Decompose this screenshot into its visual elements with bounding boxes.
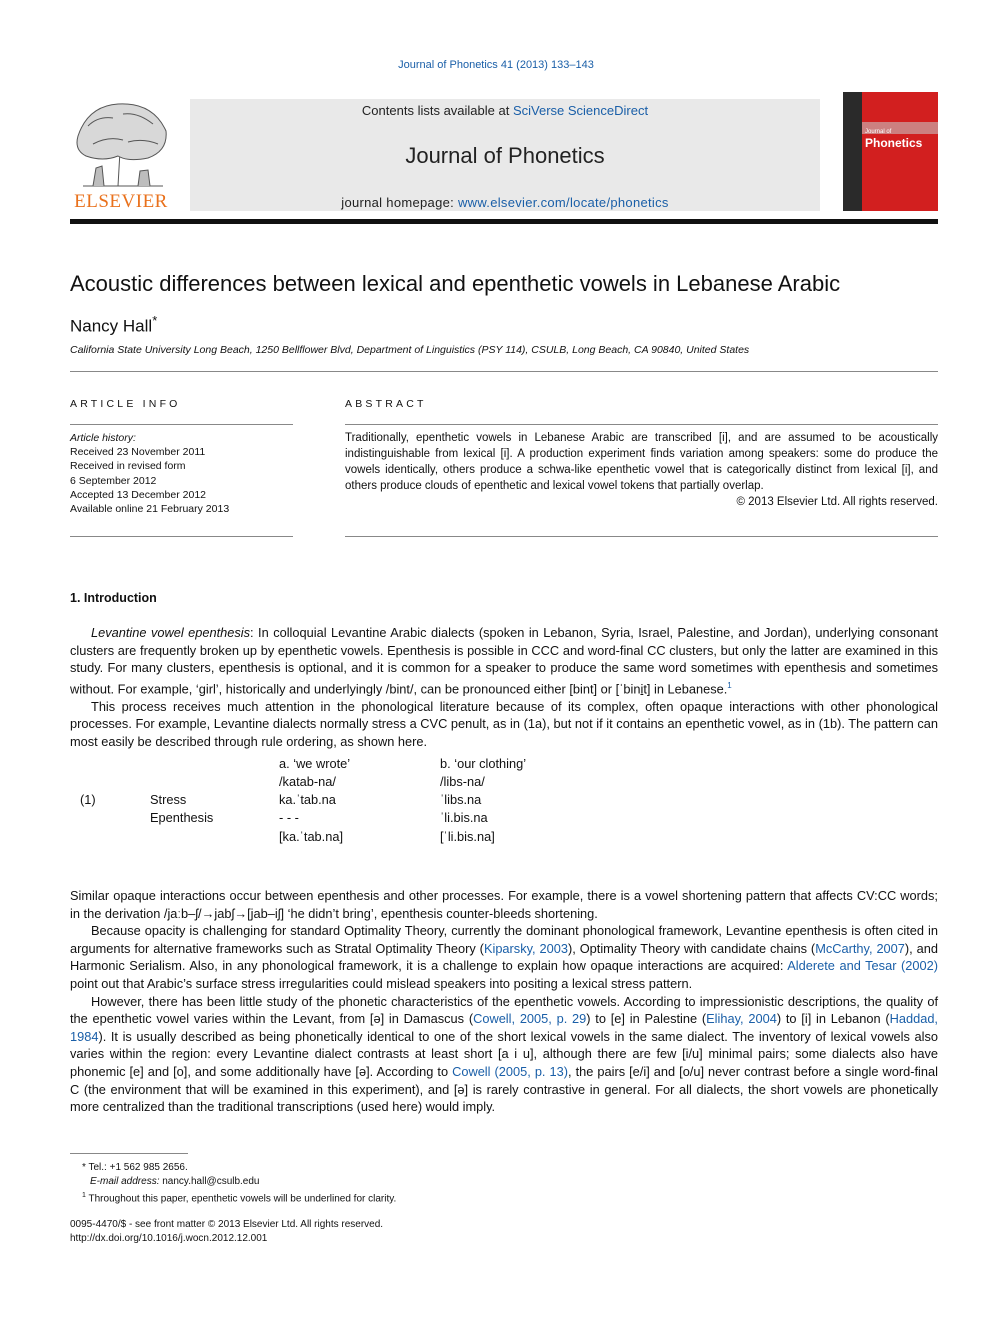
paragraph-text: : In colloquial Levantine Arabic dialects (spoken in Lebanon, Syria, Israel, Palestine, and Jordan), underlying consonant clusters are frequently broken up by epenthetic vowels. Epenthesis is possible in CCC and word-final CC clusters, but only the latter are examined in this study. For many clusters, epenthesis is optional, and it is common for a speaker to produce the same word sometimes with epenthesis and sometimes without. For example, ‘girl’, historically and underlyingly /bint/, can be pronounced either [bint] or [ˈbin [70,625,938,697]
paragraph-text: ). It is usually described as being phonetically identical to one of the short lexical vowels in the same dialect. The inventory of lexical vowels also varies within the region: every Levantine dialect contrasts at least short [a i u], although there are few [i/u] minimal pairs; some dialects also have phonemic [e] and [o], and some additionally have [ə]. According to [70,1028,938,1079]
example-cell: ˈli.bis.na [440,810,488,825]
paragraph-lead: Levantine vowel epenthesis [91,625,251,640]
paragraph-text: t] in Lebanese. [643,681,728,697]
intro-body-part1 [70,624,938,750]
example-cell: /libs-na/ [440,774,485,789]
paragraph-text: , the pairs [e/i] and [o/u] never contrast before a single word-final C (the environment that will be examined in this experiment), and [ə] is rarely contrastive in general. For all dialects, the short vowels are phonetically more centralized than the traditional transcriptions (used here) would imply. [70,1063,938,1115]
footnote-email [70,1175,396,1189]
footnote-1 [70,1189,396,1206]
front-matter [70,1218,383,1246]
abstract-rule-top [345,424,938,425]
paragraph [70,624,938,698]
paragraph: Similar opaque interactions occur between epenthesis and other processes. For example, there is a vowel shortening pattern that affects CV:CC words; in the derivation /jaːb–ʃ/→jabʃ→[jab–iʃ] ‘he didn’t bring’, epenthesis counter-bleeds shortening. [70,888,938,921]
masthead-rule [70,219,938,224]
article-info-rule-top [70,424,293,425]
affiliation: California State University Long Beach, 1250 Bellflower Blvd, Department of Linguistics (PSY 114), CSULB, Long Beach, CA 90840, United States [70,344,750,356]
elsevier-tree-icon [68,96,174,188]
paragraph-text: ) to [e] in Palestine ( [586,1011,707,1027]
history-item: 6 September 2012 [70,474,157,487]
footnotes [70,1161,396,1206]
publisher-name: ELSEVIER [74,191,168,212]
history-item: Received in revised form [70,460,186,473]
author [70,313,157,337]
abstract-heading: ABSTRACT [345,398,427,410]
abstract-body [345,430,938,510]
example-cell: a. ‘we wrote’ [279,756,351,771]
example-cell: [ˈli.bis.na] [440,829,495,844]
cover-title: Phonetics [865,136,923,150]
epenthetic-vowel: i [640,681,644,697]
footnote-ref-1[interactable]: 1 [727,680,732,690]
citation-link[interactable]: Kiparsky, 2003 [483,940,568,956]
example-cell: [ka.ˈtab.na] [279,829,344,844]
homepage-line [190,195,820,210]
footnote-1-number: 1 [82,1192,86,1199]
citation-link[interactable]: Alderete and Tesar (2002) [787,958,939,974]
example-cell: b. ‘our clothing’ [440,756,527,771]
example-number: (1) [80,792,96,807]
article-title: Acoustic differences between lexical and epenthetic vowels in Lebanese Arabic [70,271,841,296]
author-footnote-mark[interactable]: * [152,313,158,328]
footnote-star: * [82,1162,89,1173]
homepage-prefix: journal homepage: [341,195,458,210]
section-heading-introduction: 1. Introduction [70,591,157,605]
paragraph-text: ) to [i] in Lebanon ( [776,1011,890,1027]
paragraph [70,922,938,992]
sciencedirect-link[interactable]: SciVerse ScienceDirect [512,103,649,118]
journal-title: Journal of Phonetics [405,143,605,168]
example-cell: - - - [279,810,299,825]
cover-strip [843,92,862,211]
article-info-rule-bottom [70,536,293,537]
example-cell: ka.ˈtab.na [279,792,336,807]
citation-link[interactable]: Cowell, 2005, p. 29 [473,1011,587,1027]
citation-link[interactable]: Elihay, 2004 [706,1011,777,1027]
citation-link[interactable]: McCarthy, 2007 [815,940,905,956]
example-row-label: Stress [150,792,187,807]
doi-link[interactable]: http://dx.doi.org/10.1016/j.wocn.2012.12.001 [70,1233,268,1244]
cover-subtitle: Journal of [865,129,892,135]
history-item: Accepted 13 December 2012 [70,488,207,501]
tel-text: Tel.: +1 562 985 2656. [88,1162,188,1173]
footnote-rule [70,1153,188,1154]
email-address[interactable]: nancy.hall@csulb.edu [162,1176,260,1187]
footnote-1-text: Throughout this paper, epenthetic vowels will be underlined for clarity. [88,1193,397,1205]
journal-reference[interactable]: Journal of Phonetics 41 (2013) 133–143 [398,59,594,71]
history-item: Received 23 November 2011 [70,446,206,459]
issn-line: 0095-4470/$ - see front matter © 2013 Elsevier Ltd. All rights reserved. [70,1219,384,1230]
author-name[interactable]: Nancy Hall [70,316,153,336]
abstract-text: Traditionally, epenthetic vowels in Lebanese Arabic are transcribed [i], and are assumed to be acoustically indistinguishable from lexical [i]. A production experiment finds variation among speakers: some do produce the vowels identically, others produce a schwa-like epenthetic vowel that is categorically distinct from lexical [i], and others produce clouds of epenthetic and lexical vowel tokens that partially overlap. [345,432,938,492]
elsevier-logo [68,96,174,214]
paragraph-text: Because opacity is challenging for standard Optimality Theory, currently the dominant phonological framework, Levantine epenthesis is often cited in arguments for alternative frameworks such as Stratal Optimality Theory ( [70,923,938,956]
homepage-link[interactable]: www.elsevier.com/locate/phonetics [457,195,669,210]
article-info-heading: ARTICLE INFO [70,398,181,410]
paragraph-text: ), and Harmonic Serialism. Also, in any phonological framework, it is a challenge to explain how opaque interactions are acquired: [70,940,938,974]
paragraph-text: However, there has been little study of the phonetic characteristics of the epenthetic vowels. According to impressionistic descriptions, the quality of the epenthetic vowel varies within the Levant, from [ə] in Damascus ( [70,993,938,1027]
history-item: Available online 21 February 2013 [70,503,230,516]
example-cell: /katab-na/ [279,774,336,789]
paragraph-text: point out that Arabic’s surface stress irregularities could mislead speakers into positing a lexical stress pattern. [70,975,693,991]
example-row-label: Epenthesis [150,810,214,825]
article-history [70,431,229,516]
paragraph [70,993,938,1116]
paragraph-text: ), Optimality Theory with candidate chains ( [567,940,816,956]
citation-link[interactable]: Haddad, 1984 [70,1011,938,1044]
paragraph: This process receives much attention in the phonological literature because of its complex, often opaque interactions with other phonological processes. For example, Levantine dialects normally stress a CVC penult, as in (1a), but not if it contains an epenthetic vowel, as in (1b). The pattern can most easily be described through rule ordering, as shown here. [70,698,938,749]
email-label: E-mail address: [90,1176,160,1187]
masthead-banner [190,99,820,211]
intro-body-part2 [70,887,938,1116]
history-label: Article history: [70,432,136,444]
abstract-rule-bottom [345,536,938,537]
citation-link[interactable]: Cowell (2005, p. 13) [452,1063,568,1079]
journal-cover-thumbnail[interactable] [843,92,938,211]
title-rule [70,371,938,372]
example-cell: ˈlibs.na [440,792,482,807]
abstract-copyright: © 2013 Elsevier Ltd. All rights reserved. [736,496,938,508]
contents-line [190,103,820,118]
contents-prefix: Contents lists available at [361,103,513,118]
footnote-tel [70,1161,396,1175]
